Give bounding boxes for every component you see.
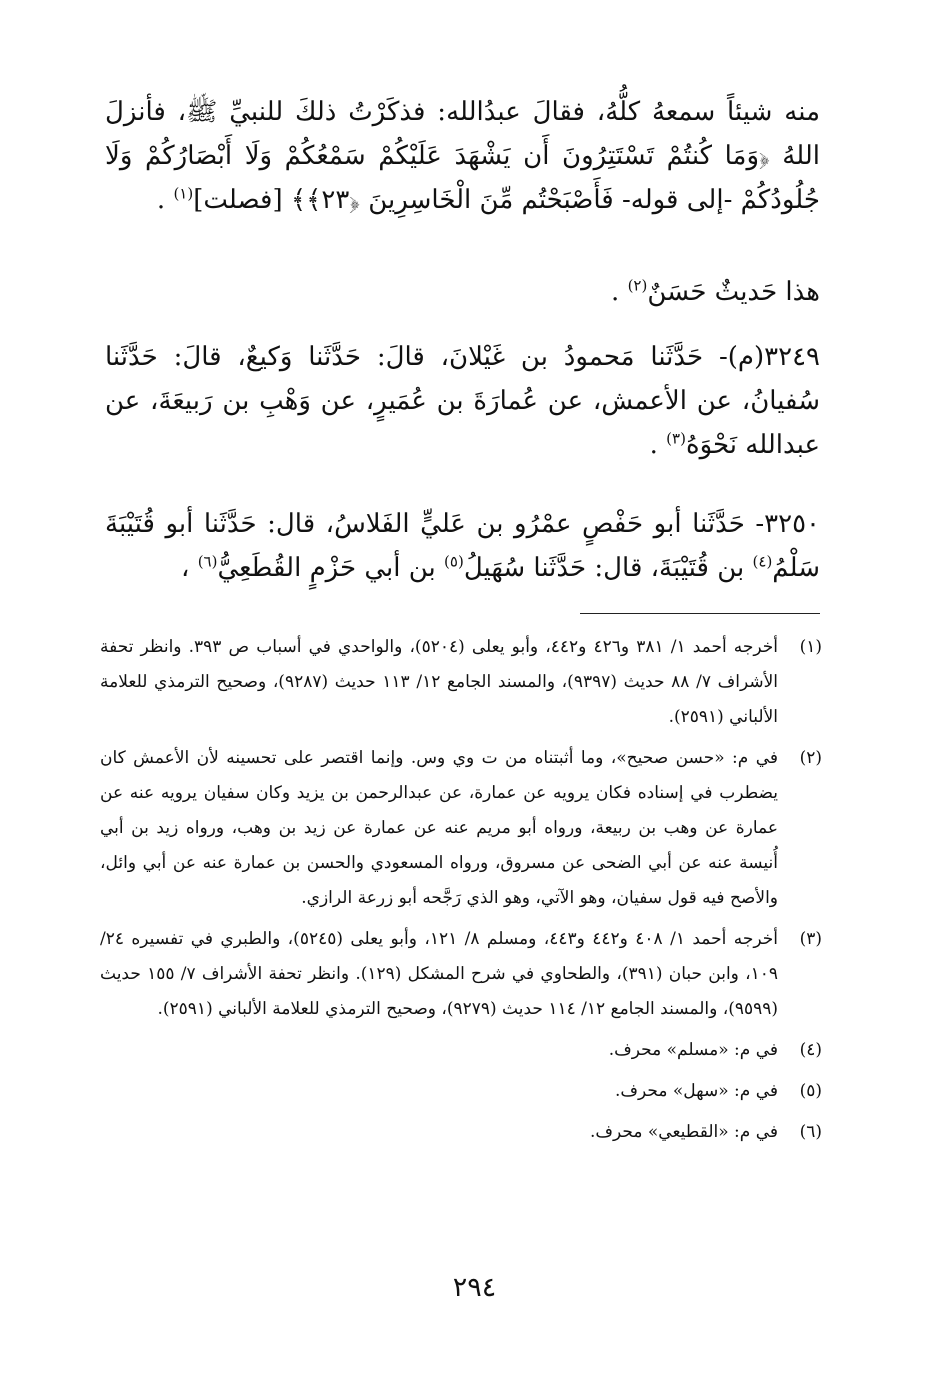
paragraph-body: بن أبي حَزْمٍ القُطَعِيُّ — [217, 553, 445, 583]
footnote-text: أخرجه أحمد ١/ ٤٠٨ و٤٤٢ و٤٤٣، ومسلم ٨/ ١٢١، وأبو يعلى (٥٢٤٥)، والطبري في تفسيره ٢٤/ ١٠٩، وابن حبان (٣٩١)، والطحاوي في شرح المشكل (١٢٩). وانظر تحفة الأشراف ٧/ ١٥٥ حديث (٩٥٩٩)، والمسند الجامع ١٢/ ١١٤ حديث (٩٢٧٩)، وصحيح الترمذي للعلامة الألباني (٢٥٩١). — [100, 929, 778, 1019]
footnote-text: في م: «القطيعي» محرف. — [590, 1122, 778, 1142]
footnote-number: (٦) — [799, 1122, 822, 1142]
hadith-3250 — [105, 502, 820, 590]
footnote-ref: (٣) — [666, 429, 686, 448]
paragraph-body: ٣٢٤٩(م)- حَدَّثَنا مَحمودُ بن غَيْلانَ، قالَ: حَدَّثَنا وَكيعٌ، قالَ: حَدَّثَنا سُفيانُ، عن الأعمش، عن عُمارَةَ بن عُمَيرٍ، عن وَهْبِ بن رَبيعَةَ، عن عبدالله نَحْوَهُ — [105, 342, 820, 460]
paragraph-text — [105, 502, 820, 590]
paragraph-body: منه شيئاً سمعهُ كلُّهُ، فقالَ عبدُالله: فذكَرْتُ ذلكَ للنبيِّ ﷺ، فأنزلَ اللهُ ﴿وَمَا كُنتُمْ تَسْتَتِرُونَ أَن يَشْهَدَ عَلَيْكُمْ سَمْعُكُمْ وَلَا أَبْصَارُكُمْ وَلَا جُلُودُكُمْ -إلى قوله- فَأَصْبَحْتُم مِّنَ الْخَاسِرِينَ ﴿٢٣﴾﴾ [فصلت] — [105, 97, 820, 215]
footnote-ref: (٥) — [444, 552, 464, 571]
footnote-1 — [100, 630, 822, 735]
footnote-text: في م: «حسن صحيح»، وما أثبتناه من ت وي وس. وإنما اقتصر على تحسينه لأن الأعمش كان يضطرب في إسناده فكان يرويه عن عمارة، عن عبدالرحمن بن يزيد وكان سفيان يرويه عنه عن عمارة عن وهب بن ربيعة، ورواه أبو مريم عنه عن عمارة عن زيد بن وهب، ورواه زيد بن أبي أُنيسة عنه عن أبي الضحى عن مسروق، ورواه المسعودي والحسن بن عمارة عنه عن أبي وائل، والأصح فيه قول سفيان، وهو الآتي، وهو الذي رَجَّحه أبو زرعة الرازي. — [100, 748, 778, 908]
hadith-3249 — [105, 335, 820, 467]
paragraph-end: ، — [181, 553, 198, 583]
paragraph-text — [105, 90, 820, 222]
footnote-ref: (٦) — [197, 552, 218, 571]
paragraph-body: ٣٢٥٠- حَدَّثَنا أبو حَفْصٍ عمْرُو بن عَليٍّ الفَلاسُ، قال: حَدَّثَنا أبو قُتَيْبَةَ سَلْمُ — [105, 509, 820, 583]
footnote-5 — [100, 1074, 822, 1109]
paragraph-end: . — [156, 185, 174, 215]
paragraph-end: . — [649, 430, 667, 460]
footnote-number: (٢) — [799, 748, 822, 768]
footnote-6 — [100, 1115, 822, 1150]
footnote-text: أخرجه أحمد ١/ ٣٨١ و٤٢٦ و٤٤٢، وأبو يعلى (٥٢٠٤)، والواحدي في أسباب ص ٣٩٣. وانظر تحفة الأشراف ٧/ ٨٨ حديث (٩٣٩٧)، والمسند الجامع ١٢/ ١١٣ حديث (٩٢٨٧)، وصحيح الترمذي للعلامة الألباني (٢٥٩١). — [100, 637, 779, 727]
main-paragraph-1 — [105, 90, 820, 222]
footnote-2 — [100, 741, 822, 916]
paragraph-body: بن قُتَيْبَةَ، قال: حَدَّثَنا سُهَيلُ — [463, 553, 753, 583]
footnote-text: في م: «مسلم» محرف. — [608, 1040, 778, 1060]
footnote-ref: (١) — [173, 184, 194, 203]
footnote-divider — [580, 613, 820, 614]
paragraph-text — [105, 335, 820, 467]
footnote-number: (١) — [799, 637, 822, 657]
paragraph-text — [105, 270, 820, 314]
page-number: ٢٩٤ — [452, 1272, 497, 1303]
footnotes — [100, 630, 822, 1156]
footnote-number: (٣) — [799, 929, 822, 949]
footnote-ref: (٢) — [627, 276, 648, 295]
main-paragraph-2 — [105, 270, 820, 314]
footnote-number: (٤) — [799, 1040, 822, 1060]
footnote-number: (٥) — [799, 1081, 822, 1101]
paragraph-end: . — [611, 277, 628, 307]
footnote-3 — [100, 922, 822, 1027]
paragraph-body: هذا حَديثٌ حَسَنٌ — [647, 277, 820, 307]
footnote-ref: (٤) — [752, 552, 773, 571]
footnote-text: في م: «سهل» محرف. — [614, 1081, 778, 1101]
footnote-4 — [100, 1033, 822, 1068]
